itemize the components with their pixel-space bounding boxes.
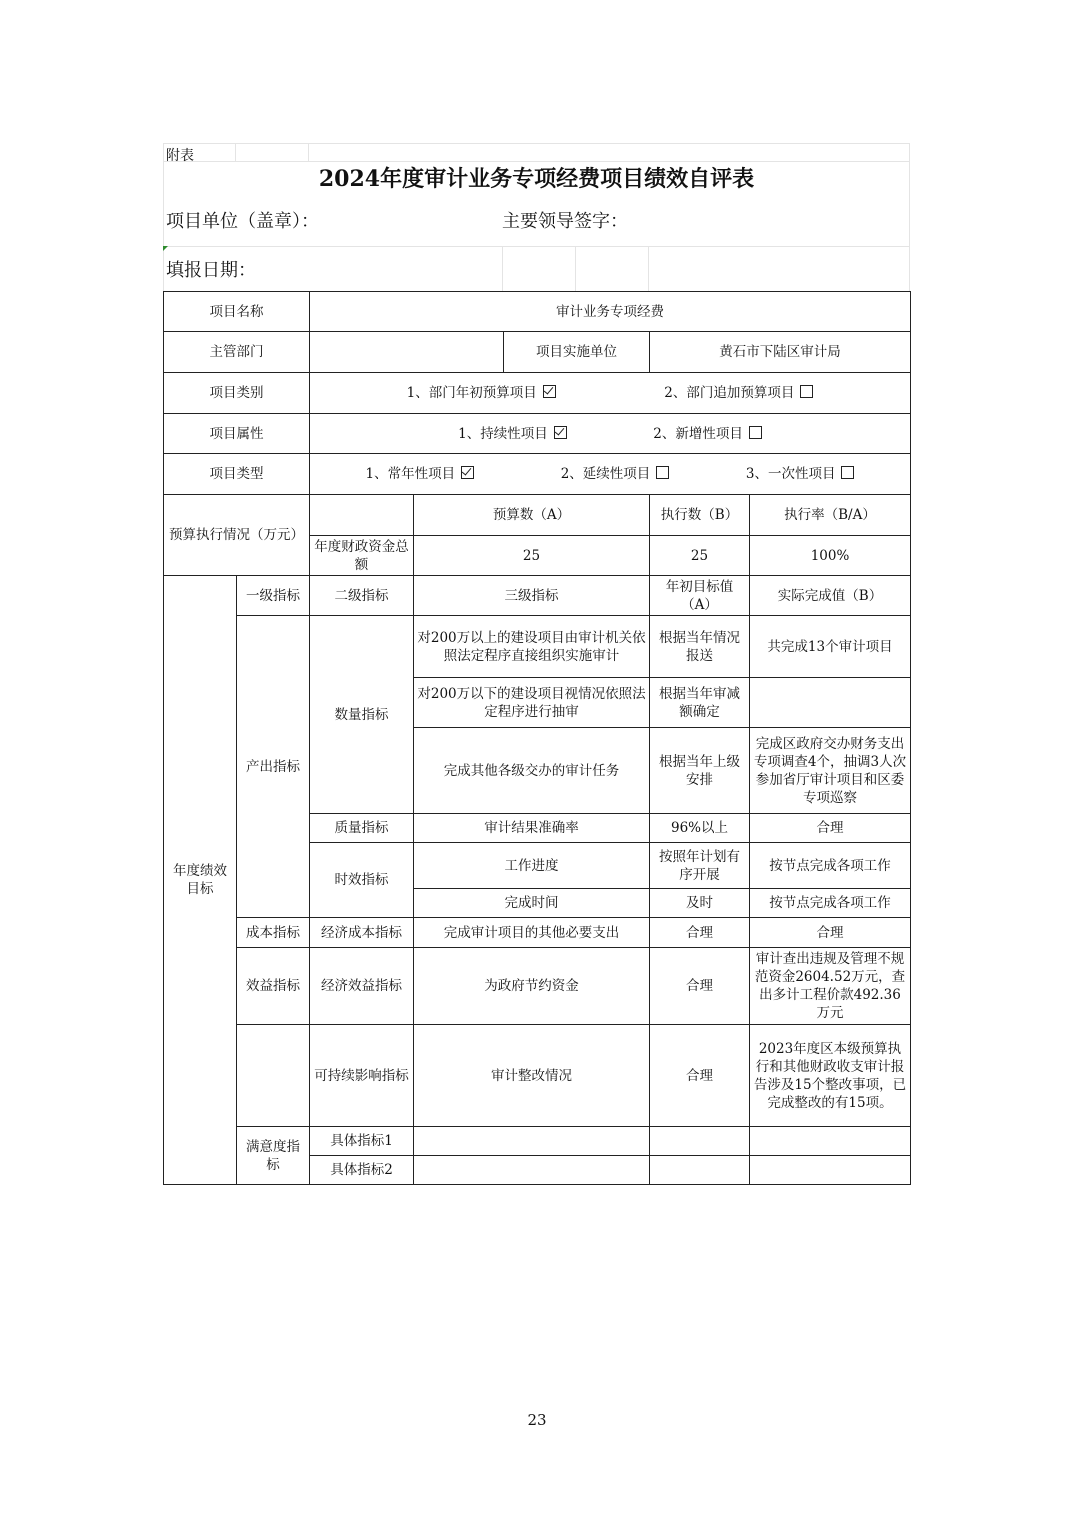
quantity-target: 根据当年情况报送 bbox=[650, 616, 750, 678]
impl-unit-label: 项目实施单位 bbox=[504, 332, 650, 373]
quantity-actual bbox=[750, 678, 911, 728]
quantity-actual: 共完成13个审计项目 bbox=[750, 616, 911, 678]
timeliness-indicator-label: 时效指标 bbox=[310, 843, 414, 918]
satisfaction-l2: 具体指标1 bbox=[310, 1127, 414, 1156]
rate-value: 100% bbox=[750, 536, 911, 576]
table-row bbox=[164, 616, 911, 678]
attribute-label: 项目属性 bbox=[164, 414, 310, 454]
attribute-option-2: 2、新增性项目 bbox=[653, 425, 743, 442]
type-options bbox=[310, 454, 911, 495]
quantity-l3: 对200万以上的建设项目由审计机关依照法定程序直接组织实施审计 bbox=[414, 616, 650, 678]
cost-l3: 完成审计项目的其他必要支出 bbox=[414, 918, 650, 948]
type-option-3: 3、一次性项目 bbox=[745, 466, 836, 482]
attachment-label: 附表 bbox=[166, 148, 194, 164]
impl-unit-value: 黄石市下陆区审计局 bbox=[650, 332, 911, 373]
benefit-indicator-label: 效益指标 bbox=[237, 948, 310, 1025]
table-row bbox=[164, 454, 911, 495]
table-row bbox=[164, 373, 911, 414]
checkbox-checked-icon bbox=[554, 426, 567, 439]
budget-value: 25 bbox=[414, 536, 650, 576]
satisfaction-actual bbox=[750, 1127, 911, 1156]
satisfaction-target bbox=[650, 1156, 750, 1185]
quality-actual: 合理 bbox=[750, 814, 911, 843]
table-row bbox=[164, 495, 911, 536]
category-label: 项目类别 bbox=[164, 373, 310, 414]
sustain-blank-cell bbox=[237, 1025, 310, 1127]
header-level1: 一级指标 bbox=[237, 576, 310, 616]
budget-col-a: 预算数（A） bbox=[414, 495, 650, 536]
page-number: 23 bbox=[527, 1411, 547, 1429]
checkbox-empty-icon bbox=[749, 426, 762, 439]
project-name-value: 审计业务专项经费 bbox=[310, 292, 911, 332]
benefit-target: 合理 bbox=[650, 948, 750, 1025]
table-row bbox=[164, 948, 911, 1025]
budget-col-b: 执行数（B） bbox=[650, 495, 750, 536]
quality-l3: 审计结果准确率 bbox=[414, 814, 650, 843]
dept-value bbox=[310, 332, 504, 373]
table-row bbox=[164, 1127, 911, 1156]
header-actual: 实际完成值（B） bbox=[750, 576, 911, 616]
timeliness-target: 按照年计划有序开展 bbox=[650, 843, 750, 889]
header-level3: 三级指标 bbox=[414, 576, 650, 616]
checkbox-empty-icon bbox=[800, 385, 813, 398]
quantity-l3: 完成其他各级交办的审计任务 bbox=[414, 728, 650, 814]
quantity-target: 根据当年审减额确定 bbox=[650, 678, 750, 728]
timeliness-l3: 工作进度 bbox=[414, 843, 650, 889]
satisfaction-l2: 具体指标2 bbox=[310, 1156, 414, 1185]
cost-actual: 合理 bbox=[750, 918, 911, 948]
budget-blank-cell bbox=[310, 495, 414, 536]
budget-label: 预算执行情况（万元） bbox=[164, 495, 310, 576]
timeliness-actual: 按节点完成各项工作 bbox=[750, 843, 911, 889]
table-row bbox=[164, 918, 911, 948]
satisfaction-actual bbox=[750, 1156, 911, 1185]
benefit-l2: 经济效益指标 bbox=[310, 948, 414, 1025]
benefit-l3: 为政府节约资金 bbox=[414, 948, 650, 1025]
leader-signature-label: 主要领导签字： bbox=[502, 211, 628, 232]
quality-target: 96%以上 bbox=[650, 814, 750, 843]
timeliness-target: 及时 bbox=[650, 889, 750, 918]
quantity-target: 根据当年上级安排 bbox=[650, 728, 750, 814]
sustain-target: 合理 bbox=[650, 1025, 750, 1127]
category-option-2: 2、部门追加预算项目 bbox=[664, 385, 795, 401]
sustain-actual: 2023年度区本级预算执行和其他财政收支审计报告涉及15个整改事项，已完成整改的有15项。 bbox=[750, 1025, 911, 1127]
sustain-l3: 审计整改情况 bbox=[414, 1025, 650, 1127]
quantity-indicator-label: 数量指标 bbox=[310, 616, 414, 814]
cost-l2: 经济成本指标 bbox=[310, 918, 414, 948]
header-level2: 二级指标 bbox=[310, 576, 414, 616]
table-row bbox=[164, 576, 911, 616]
cost-target: 合理 bbox=[650, 918, 750, 948]
table-row bbox=[164, 414, 911, 454]
exec-value: 25 bbox=[650, 536, 750, 576]
quantity-l3: 对200万以下的建设项目视情况依照法定程序进行抽审 bbox=[414, 678, 650, 728]
satisfaction-indicator-label: 满意度指标 bbox=[237, 1127, 310, 1185]
header-target: 年初目标值（A） bbox=[650, 576, 750, 616]
quality-indicator-label: 质量指标 bbox=[310, 814, 414, 843]
table-row bbox=[164, 1025, 911, 1127]
sustain-l2: 可持续影响指标 bbox=[310, 1025, 414, 1127]
table-row bbox=[164, 332, 911, 373]
annual-goal-label: 年度绩效目标 bbox=[164, 576, 237, 1185]
satisfaction-target bbox=[650, 1127, 750, 1156]
category-options bbox=[310, 373, 911, 414]
satisfaction-l3 bbox=[414, 1156, 650, 1185]
project-unit-label: 项目单位（盖章）： bbox=[166, 211, 319, 232]
attribute-option-1: 1、持续性项目 bbox=[458, 425, 548, 442]
checkbox-checked-icon bbox=[543, 385, 556, 398]
checkbox-checked-icon bbox=[461, 466, 474, 479]
project-name-label: 项目名称 bbox=[164, 292, 310, 332]
satisfaction-l3 bbox=[414, 1127, 650, 1156]
quantity-actual: 完成区政府交办财务支出专项调查4个，抽调3人次参加省厅审计项目和区委专项巡察 bbox=[750, 728, 911, 814]
type-option-2: 2、延续性项目 bbox=[560, 466, 651, 482]
cell-comment-marker bbox=[163, 246, 168, 251]
category-option-1: 1、部门年初预算项目 bbox=[406, 385, 537, 401]
checkbox-empty-icon bbox=[656, 466, 669, 479]
performance-table bbox=[163, 291, 911, 1185]
benefit-actual: 审计查出违规及管理不规范资金2604.52万元，查出多计工程价款492.36万元 bbox=[750, 948, 911, 1025]
timeliness-actual: 按节点完成各项工作 bbox=[750, 889, 911, 918]
timeliness-l3: 完成时间 bbox=[414, 889, 650, 918]
document-title: 2024年度审计业务专项经费项目绩效自评表 bbox=[318, 166, 755, 192]
output-indicator-label: 产出指标 bbox=[237, 616, 310, 918]
dept-label: 主管部门 bbox=[164, 332, 310, 373]
type-label: 项目类型 bbox=[164, 454, 310, 495]
table-row bbox=[164, 292, 911, 332]
type-option-1: 1、常年性项目 bbox=[365, 466, 456, 482]
budget-col-rate: 执行率（B/A） bbox=[750, 495, 911, 536]
fill-date-label: 填报日期： bbox=[166, 260, 256, 281]
attribute-options bbox=[310, 414, 911, 454]
budget-row-label: 年度财政资金总额 bbox=[310, 536, 414, 576]
checkbox-empty-icon bbox=[841, 466, 854, 479]
cost-indicator-label: 成本指标 bbox=[237, 918, 310, 948]
